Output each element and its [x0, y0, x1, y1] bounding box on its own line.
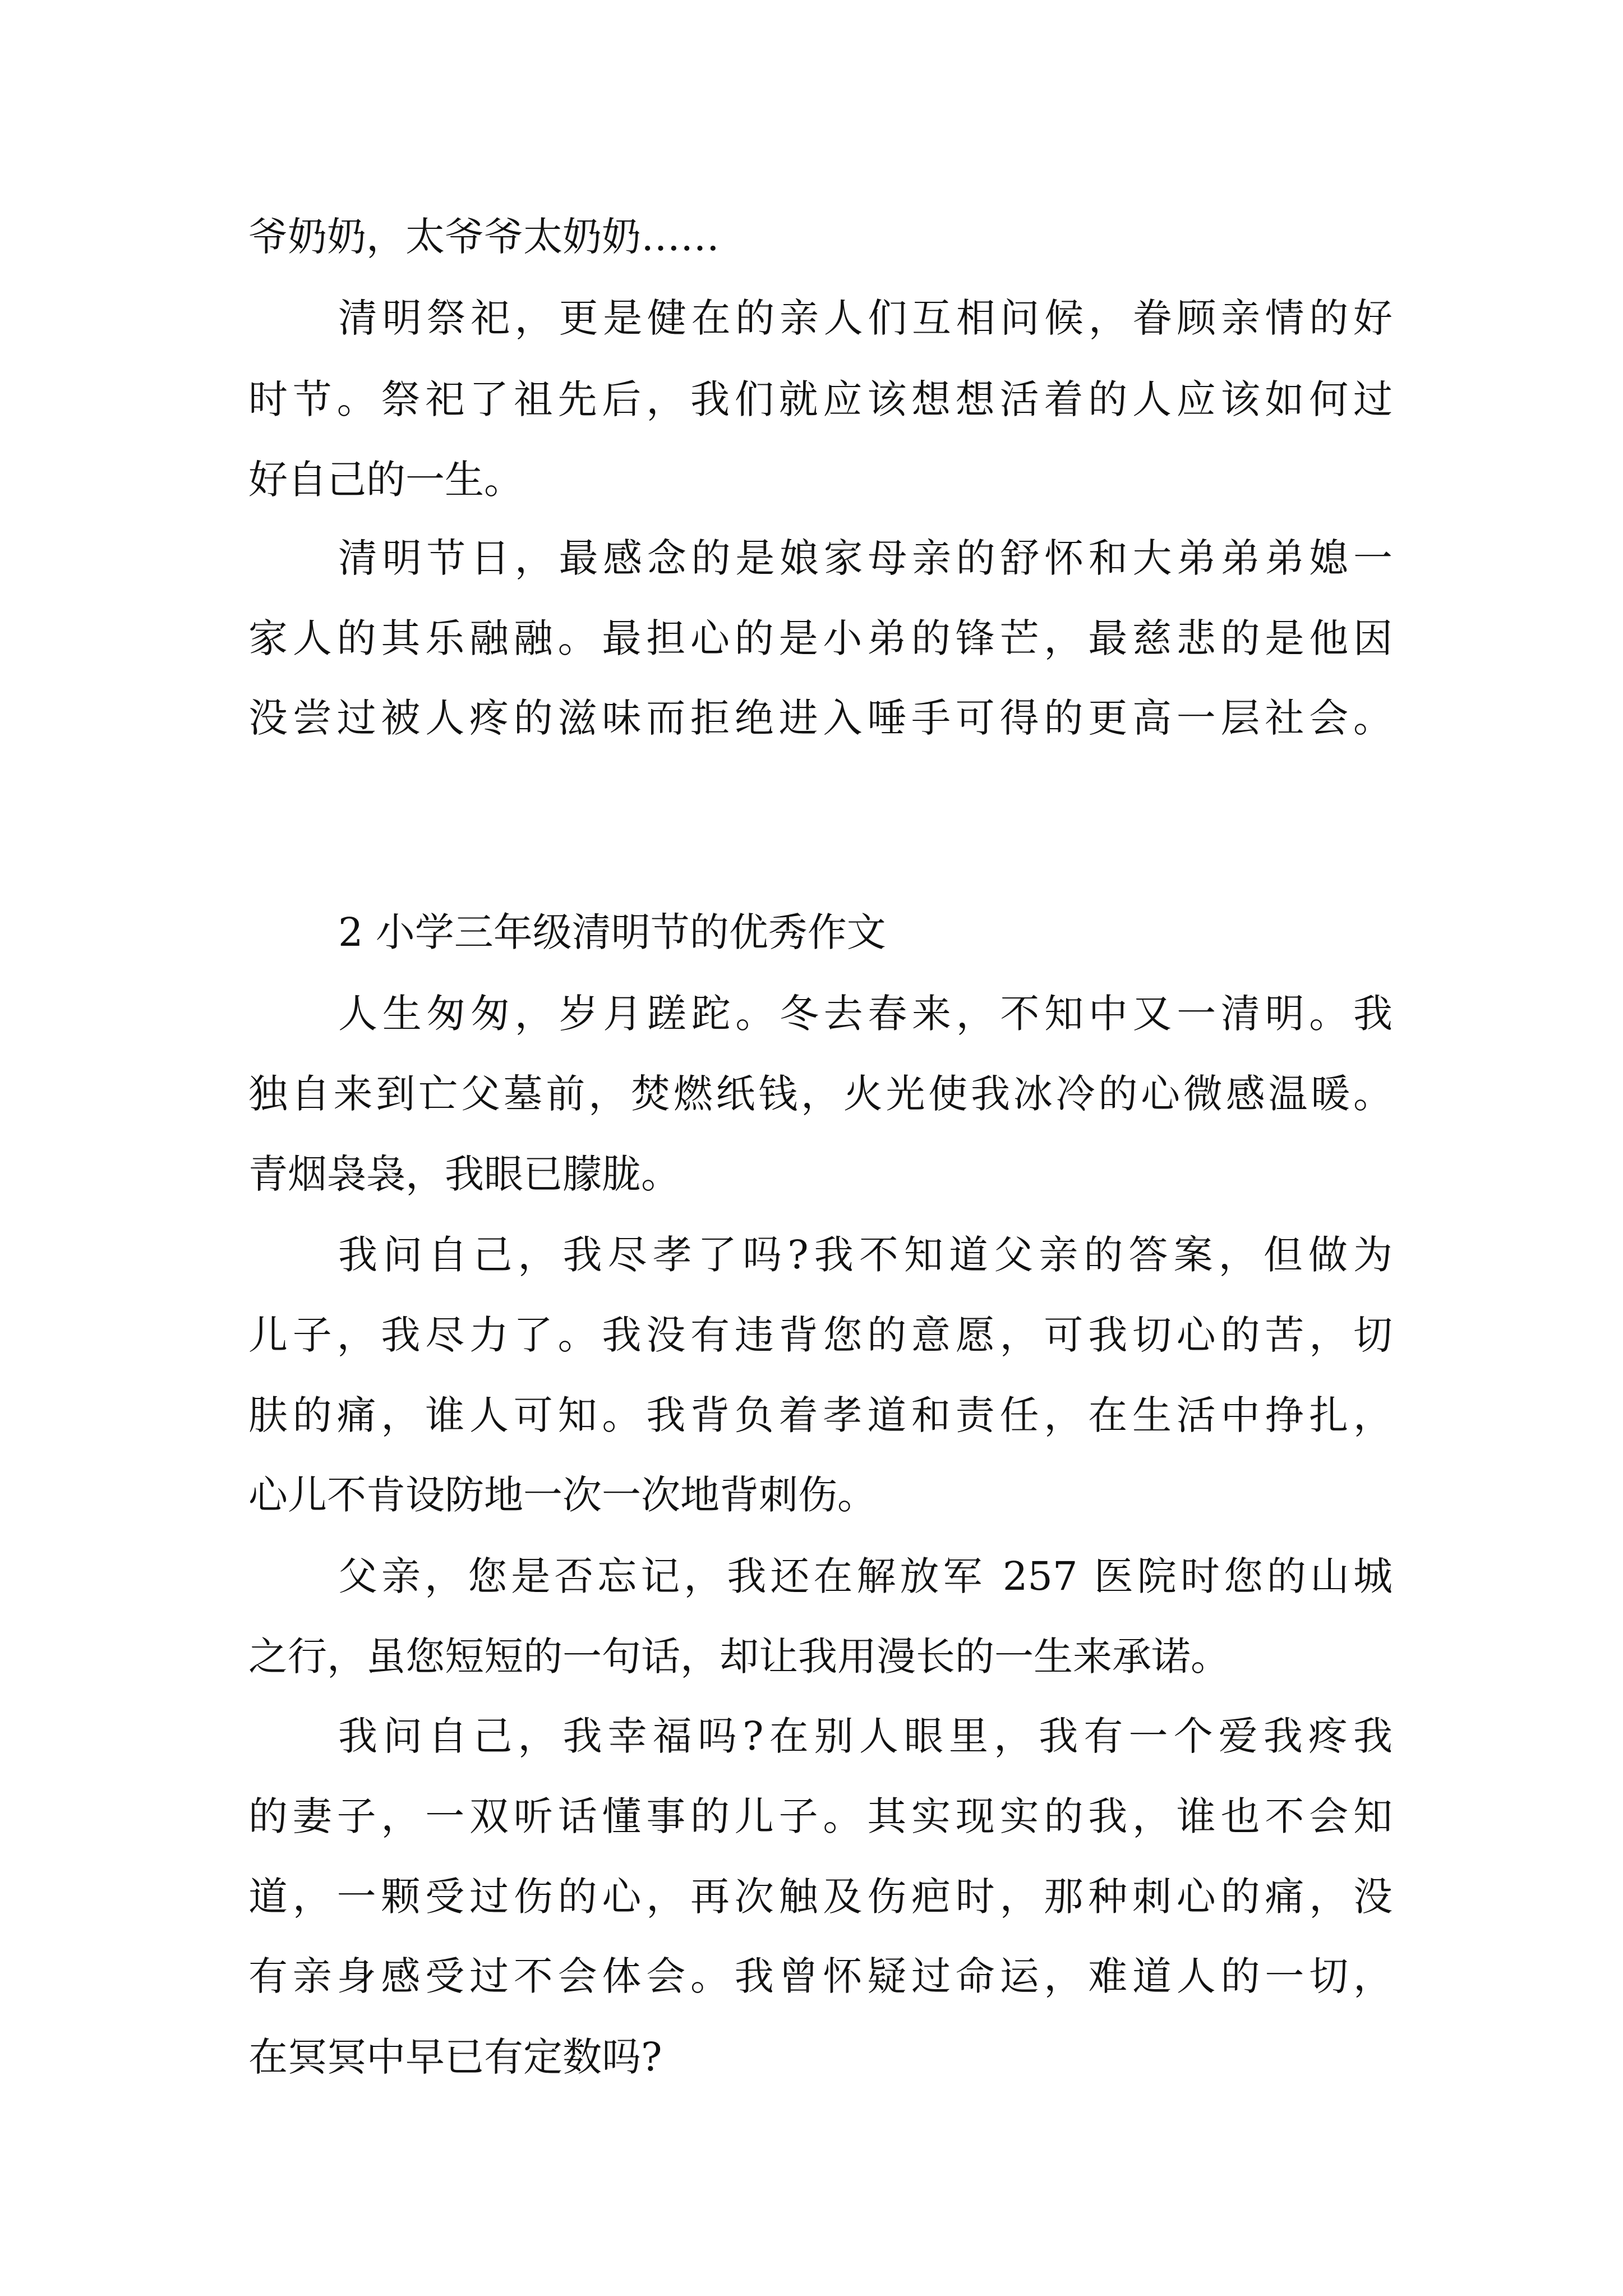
section-heading: 2 小学三年级清明节的优秀作文 [338, 909, 886, 955]
paragraph-line: 在冥冥中早已有定数吗? [248, 2034, 662, 2080]
paragraph-line: 清明祭祀，更是健在的亲人们互相问候，眷顾亲情的好 [338, 295, 1393, 341]
paragraph-line: 父亲，您是否忘记，我还在解放军 257 医院时您的山城 [338, 1553, 1393, 1599]
paragraph-line: 好自己的一生。 [248, 457, 523, 503]
paragraph-line: 爷奶奶，太爷爷太奶奶…… [248, 214, 720, 260]
paragraph-line: 清明节日，最感念的是娘家母亲的舒怀和大弟弟弟媳一 [338, 535, 1393, 581]
paragraph-line: 道，一颗受过伤的心，再次触及伤疤时，那种刺心的痛，没 [248, 1874, 1393, 1920]
paragraph-line: 我问自己，我尽孝了吗?我不知道父亲的答案，但做为 [338, 1232, 1393, 1278]
paragraph-line: 没尝过被人疼的滋味而拒绝进入唾手可得的更高一层社会。 [248, 695, 1393, 741]
paragraph-line: 心儿不肯设防地一次一次地背刺伤。 [248, 1472, 877, 1518]
paragraph-line: 儿子，我尽力了。我没有违背您的意愿，可我切心的苦，切 [248, 1312, 1393, 1358]
paragraph-line: 独自来到亡父墓前，焚燃纸钱，火光使我冰冷的心微感温暖。 [248, 1071, 1393, 1117]
paragraph-line: 青烟袅袅，我眼已朦胧。 [248, 1151, 680, 1197]
paragraph-line: 我问自己，我幸福吗?在别人眼里，我有一个爱我疼我 [338, 1713, 1393, 1759]
paragraph-line: 有亲身感受过不会体会。我曾怀疑过命运，难道人的一切， [248, 1953, 1393, 1999]
paragraph-line: 之行，虽您短短的一句话，却让我用漫长的一生来承诺。 [248, 1634, 1230, 1680]
paragraph-line: 的妻子，一双听话懂事的儿子。其实现实的我，谁也不会知 [248, 1793, 1393, 1839]
paragraph-line: 人生匆匆，岁月蹉跎。冬去春来，不知中又一清明。我 [338, 991, 1393, 1037]
paragraph-line: 时节。祭祀了祖先后，我们就应该想想活着的人应该如何过 [248, 376, 1393, 422]
paragraph-line: 家人的其乐融融。最担心的是小弟的锋芒，最慈悲的是他因 [248, 615, 1393, 661]
paragraph-line: 肤的痛，谁人可知。我背负着孝道和责任，在生活中挣扎， [248, 1392, 1393, 1438]
